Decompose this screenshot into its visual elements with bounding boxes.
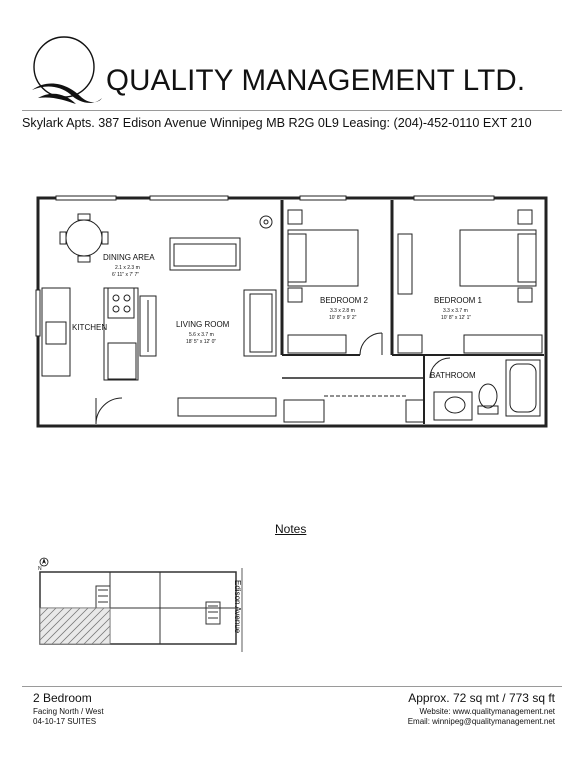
dining-area-imperial: 6' 11" x 7' 7" <box>112 272 140 278</box>
window <box>36 290 40 336</box>
toilet <box>479 384 497 408</box>
dining-table <box>66 220 102 256</box>
compass-icon <box>40 558 48 566</box>
window <box>414 196 494 200</box>
facing-direction: Facing North / West <box>33 707 104 716</box>
door-swing <box>360 333 382 355</box>
street-label: Edison Avenue <box>233 580 242 634</box>
floor-drain <box>260 216 272 228</box>
website-line: Website: www.qualitymanagement.net <box>419 707 555 716</box>
living-room-imperial: 18' 5" x 12' 0" <box>186 339 217 345</box>
sofa <box>170 238 240 270</box>
baseboard-heater <box>178 398 276 416</box>
bedroom2-imperial: 10' 8" x 9' 2" <box>329 315 357 321</box>
address-line: Skylark Apts. 387 Edison Avenue Winnipeg MB R2G 0L9 Leasing: (204)-452-0110 EXT 210 <box>22 116 532 130</box>
stove <box>108 288 134 318</box>
suite-code: 04-10-17 SUITES <box>33 717 97 726</box>
sofa <box>244 290 276 356</box>
notes-heading: Notes <box>275 522 307 536</box>
unit-type: 2 Bedroom <box>33 691 92 705</box>
nightstand <box>518 210 532 224</box>
nightstand <box>288 210 302 224</box>
window <box>300 196 346 200</box>
door-swing <box>96 398 122 424</box>
closet <box>406 400 424 422</box>
closet <box>398 335 422 353</box>
compass-label: N <box>38 566 42 572</box>
window <box>150 196 228 200</box>
footer-divider <box>22 686 562 687</box>
bedroom1-label: BEDROOM 1 <box>434 296 483 305</box>
closet <box>464 335 542 353</box>
fridge <box>108 343 136 379</box>
nightstand <box>518 288 532 302</box>
sink <box>46 322 66 344</box>
bedroom2-label: BEDROOM 2 <box>320 296 369 305</box>
nightstand <box>288 288 302 302</box>
unit-area: Approx. 72 sq mt / 773 sq ft <box>408 691 555 705</box>
closet <box>284 400 324 422</box>
kitchen-label: KITCHEN <box>72 323 108 332</box>
bathroom-label: BATHROOM <box>430 371 476 380</box>
key-plan <box>30 556 250 656</box>
living-room-label: LIVING ROOM <box>176 320 230 329</box>
unit-highlight <box>40 608 110 644</box>
dining-area-label: DINING AREA <box>103 253 155 262</box>
bedroom1-metric: 3.3 x 3.7 m <box>443 308 468 314</box>
email-line: Email: winnipeg@qualitymanagement.net <box>407 717 555 726</box>
bed <box>288 230 358 286</box>
bedroom2-metric: 3.3 x 2.8 m <box>330 308 355 314</box>
company-name: QUALITY MANAGEMENT LTD. <box>106 64 526 97</box>
dining-area-metric: 2.1 x 2.3 m <box>115 265 140 271</box>
window <box>56 196 116 200</box>
vanity <box>434 392 472 420</box>
dresser <box>398 234 412 294</box>
bedroom1-imperial: 10' 8" x 12' 1" <box>441 315 472 321</box>
living-room-metric: 5.6 x 3.7 m <box>189 332 214 338</box>
closet <box>288 335 346 353</box>
bed <box>460 230 536 286</box>
